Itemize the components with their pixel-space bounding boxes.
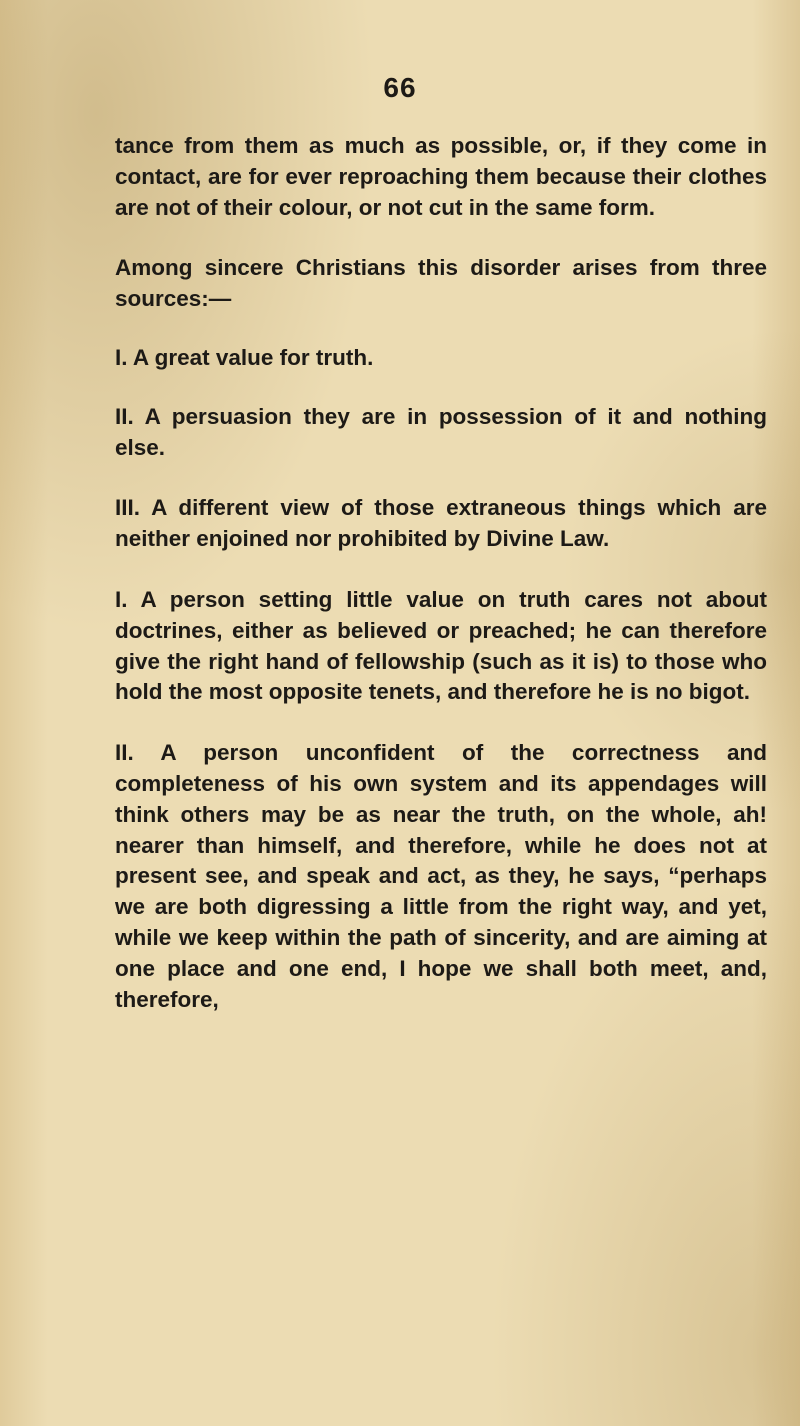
paragraph-point-1: I. A person setting little value on truth cares not about doctrines, either as believed or preached; he can therefore give the right hand of fellowship (such as it is) to those who hold the most opposite tenets, and therefore he is no bigot. <box>115 586 767 705</box>
page-body <box>115 131 767 1015</box>
page-number: 66 <box>383 72 417 103</box>
list-item-source-2: II. A persuasion they are in possession of it and nothing else. <box>115 403 767 460</box>
paragraph-continued: tance from them as much as possible, or, if they come in contact, are for ever reproaching them because their clothes are not of their colour, or not cut in the same form. <box>115 133 767 220</box>
paragraph-point-2: II. A person unconfident of the correctness and completeness of his own system and its appendages will think others may be as near the truth, on the whole, ah! nearer than himself, and therefore, while he does not at present see, and speak and act, as they, he says, “perhaps we are both digressing a little from the right way, and yet, while we keep within the path of sincerity, and are aiming at one place and one end, I hope we shall both meet, and, therefore, <box>115 740 767 1012</box>
list-item-source-3: III. A different view of those extraneous things which are neither enjoined nor prohibited by Divine Law. <box>115 495 767 552</box>
paragraph-intro: Among sincere Christians this disorder arises from three sources:— <box>115 255 767 312</box>
list-item-source-1: I. A great value for truth. <box>115 344 374 370</box>
